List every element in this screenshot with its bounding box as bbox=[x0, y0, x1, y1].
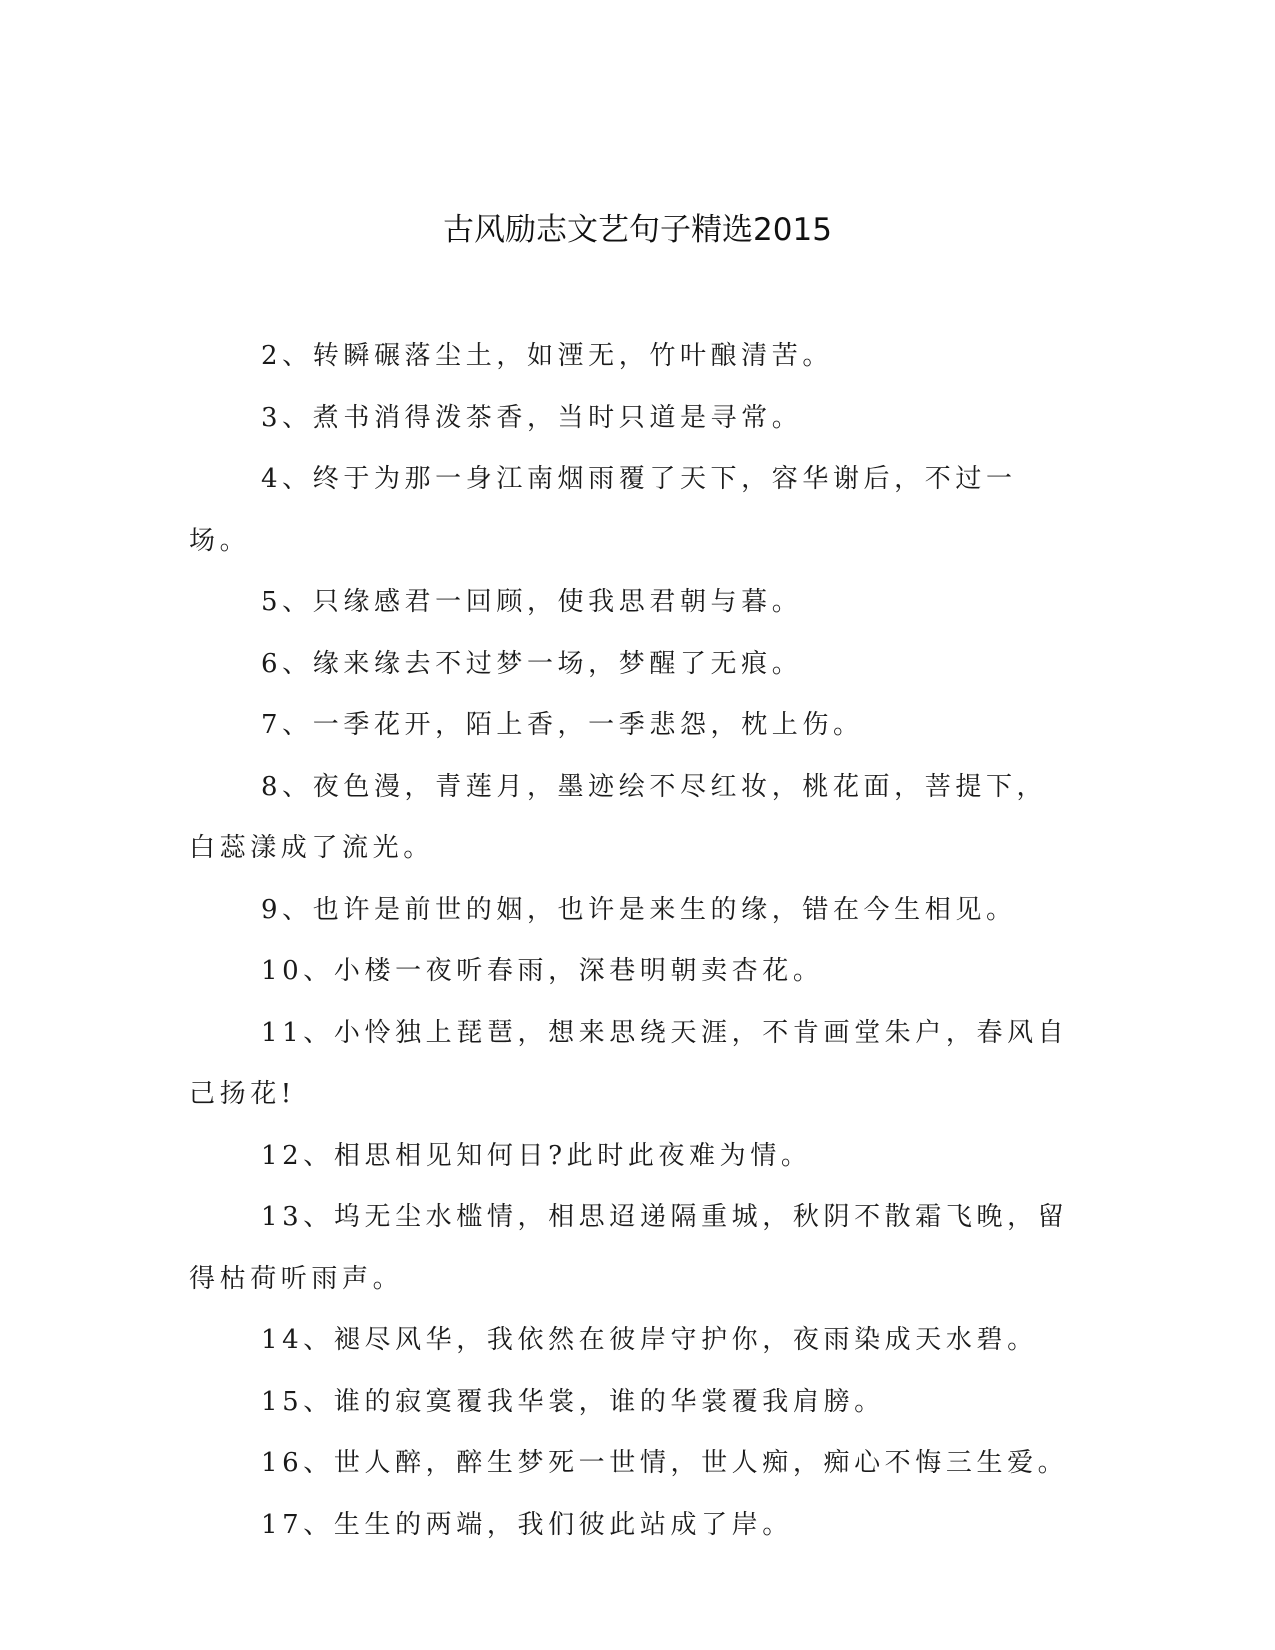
paragraph: 17、生生的两端，我们彼此站成了岸。 bbox=[261, 1509, 793, 1540]
paragraph: 4、终于为那一身江南烟雨覆了天下，容华谢后，不过一场。 bbox=[189, 464, 1017, 556]
paragraph: 11、小怜独上琵琶，想来思绕天涯，不肯画堂朱户，春风自己扬花! bbox=[189, 1017, 1069, 1109]
document-body bbox=[189, 326, 1077, 1556]
paragraph: 12、相思相见知何日?此时此夜难为情。 bbox=[261, 1140, 812, 1171]
paragraph: 5、只缘感君一回顾，使我思君朝与暮。 bbox=[261, 587, 803, 617]
paragraph: 8、夜色漫，青莲月，墨迹绘不尽红妆，桃花面，菩提下，白蕊漾成了流光。 bbox=[189, 771, 1048, 863]
paragraph: 10、小楼一夜听春雨，深巷明朝卖杏花。 bbox=[261, 956, 824, 986]
paragraph: 3、煮书消得泼茶香，当时只道是寻常。 bbox=[261, 402, 803, 433]
paragraph: 9、也许是前世的姻，也许是来生的缘，错在今生相见。 bbox=[261, 894, 1017, 925]
paragraph: 2、转瞬碾落尘土，如湮无，竹叶酿清苦。 bbox=[261, 341, 833, 371]
paragraph: 6、缘来缘去不过梦一场，梦醒了无痕。 bbox=[261, 648, 803, 679]
paragraph: 7、一季花开，陌上香，一季悲怨，枕上伤。 bbox=[261, 710, 864, 740]
document-title: 古风励志文艺句子精选2015 bbox=[443, 212, 832, 248]
paragraph: 15、谁的寂寞覆我华裳，谁的华裳覆我肩膀。 bbox=[261, 1386, 885, 1417]
paragraph: 13、坞无尘水槛情，相思迢递隔重城，秋阴不散霜飞晚，留得枯荷听雨声。 bbox=[189, 1202, 1069, 1294]
paragraph: 14、褪尽风华，我依然在彼岸守护你，夜雨染成天水碧。 bbox=[261, 1325, 1038, 1355]
paragraph: 16、世人醉，醉生梦死一世情，世人痴，痴心不悔三生爱。 bbox=[261, 1448, 1069, 1478]
